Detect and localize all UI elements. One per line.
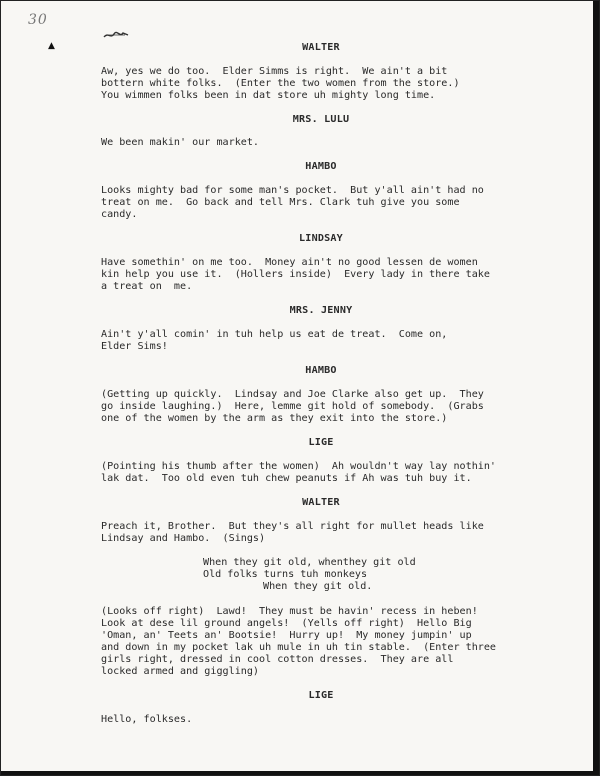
dialogue-line: Look at dese lil ground angels! (Yells off right) Hello Big [101,618,472,629]
speaker-name: HAMBO [305,365,337,376]
scan-border-right [593,1,599,776]
speaker-name: MRS. LULU [292,114,350,125]
speaker-name: LIGE [308,437,334,448]
dialogue-line: Hello, folkses. [101,714,193,725]
dialogue-line: Ain't y'all comin' in tuh help us eat de treat. Come on, [101,329,448,340]
dialogue-line: Looks mighty bad for some man's pocket. But y'all ain't had no [101,185,484,196]
corner-mark-icon: ▲ [48,41,55,51]
song-line: Old folks turns tuh monkeys [203,569,368,580]
dialogue-line: Have somethin' on me too. Money ain't no good lessen de women [101,257,478,268]
dialogue-line: girls right, dressed in cool cotton dresses. They are all [101,654,454,665]
speaker-name: MRS. JENNY [289,305,353,316]
dialogue-line: candy. [101,209,138,220]
dialogue-line: locked armed and giggling) [101,666,260,677]
dialogue-line: go inside laughing.) Here, lemme git hold of somebody. (Grabs [101,401,484,412]
dialogue-line: 'Oman, an' Teets an' Bootsie! Hurry up! My money jumpin' up [101,630,472,641]
dialogue-line: Lindsay and Hambo. (Sings) [101,533,266,544]
dialogue-line: We been makin' our market. [101,137,260,148]
speaker-name: LINDSAY [299,233,343,244]
dialogue-line: You wimmen folks been in dat store uh mighty long time. [101,90,436,101]
dialogue-line: Preach it, Brother. But they's all right for mullet heads like [101,521,484,532]
pen-scribble-icon [103,29,129,41]
dialogue-line: Elder Sims! [101,341,168,352]
dialogue-line: Aw, yes we do too. Elder Simms is right. We ain't a bit [101,66,448,77]
scan-border-bottom [1,771,600,775]
dialogue-line: a treat on me. [101,281,193,292]
dialogue-line: (Pointing his thumb after the women) Ah wouldn't way lay nothin' [101,461,497,472]
dialogue-line: and down in my pocket lak uh mule in uh tin stable. (Enter three [101,642,497,653]
script-body [101,41,541,726]
dialogue-line: bottern white folks. (Enter the two women from the store.) [101,78,460,89]
speaker-name: WALTER [302,42,340,53]
page-number: 30 [28,12,48,28]
dialogue-line: one of the women by the arm as they exit into the store.) [101,413,448,424]
speaker-name: LIGE [308,690,334,701]
dialogue-line: (Looks off right) Lawd! They must be havin' recess in heben! [101,606,478,617]
song-line: When they git old. [263,581,373,592]
dialogue-line: (Getting up quickly. Lindsay and Joe Clarke also get up. They [101,389,484,400]
song-line: When they git old, whenthey git old [203,557,416,568]
speaker-name: WALTER [302,497,340,508]
speaker-name: HAMBO [305,161,337,172]
dialogue-line: kin help you use it. (Hollers inside) Every lady in there take [101,269,490,280]
dialogue-line: lak dat. Too old even tuh chew peanuts if Ah was tuh buy it. [101,473,472,484]
dialogue-line: treat on me. Go back and tell Mrs. Clark tuh give you some [101,197,460,208]
